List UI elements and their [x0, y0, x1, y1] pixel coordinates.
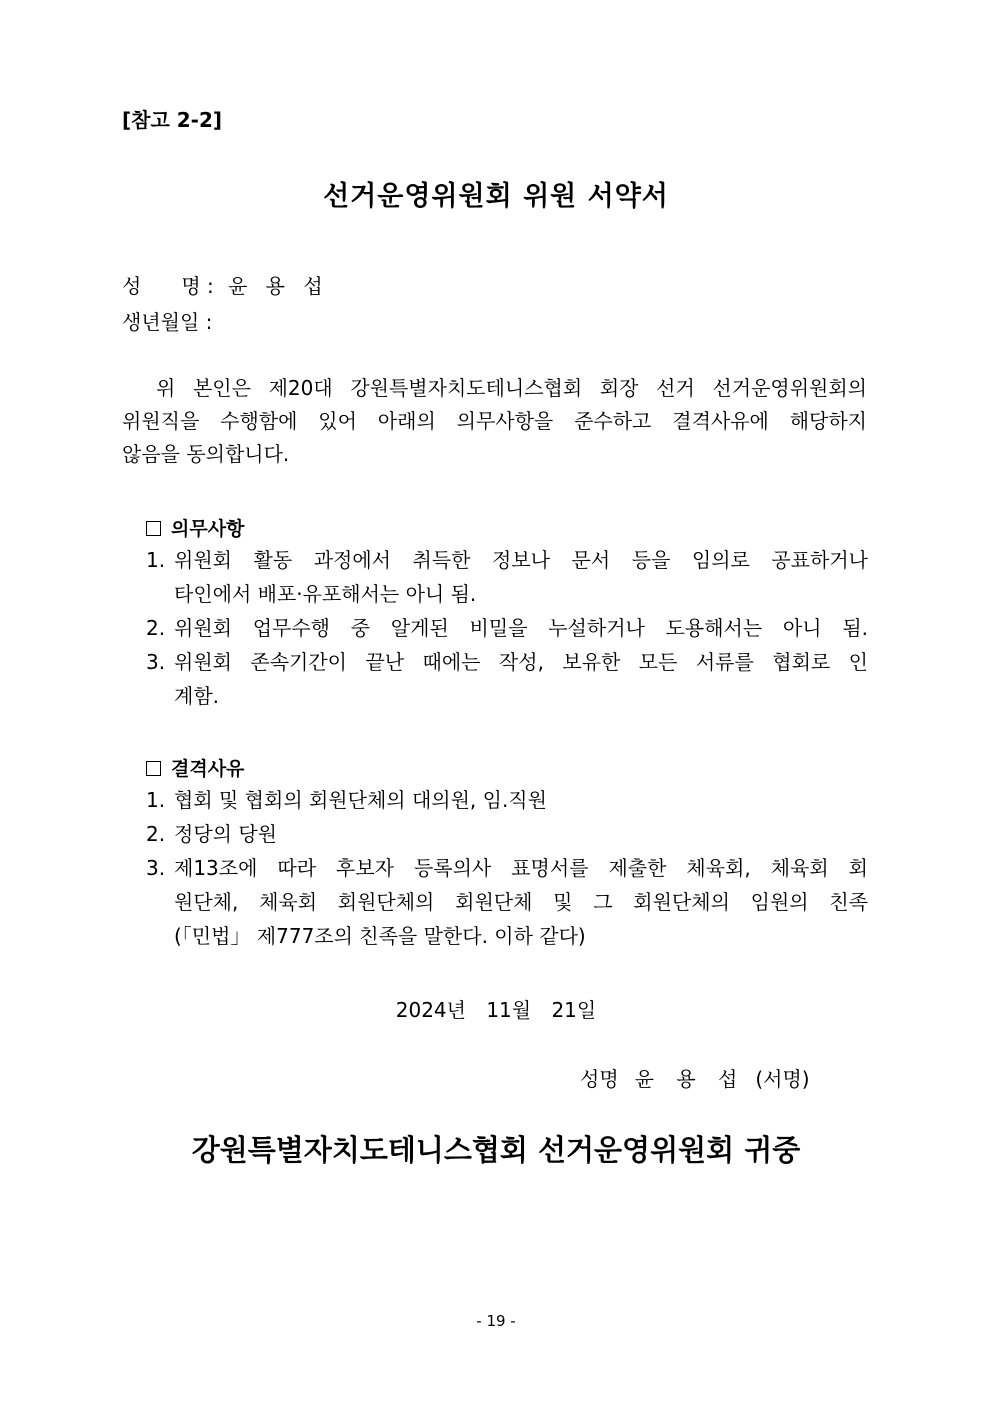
- list-item-line: [146, 817, 868, 851]
- checkbox-square-icon: [146, 521, 161, 536]
- intro-line: 위 본인은 제20대 강원특별자치도테니스협회 회장 선거 선거운영위원회의: [156, 376, 867, 400]
- list-item: [146, 817, 868, 851]
- list-item: [146, 543, 868, 611]
- disqualifications-heading-label: 결격사유: [171, 758, 245, 780]
- list-item-text: 협회 및 협회의 회원단체의 대의원, 임.직원: [174, 788, 547, 812]
- document-title: 선거운영위원회 위원 서약서: [323, 181, 669, 212]
- duties-heading: [146, 514, 244, 541]
- list-item-number: 3.: [146, 650, 166, 674]
- list-item-line: [146, 611, 868, 645]
- list-item-number: 3.: [146, 856, 166, 880]
- list-item: [146, 611, 868, 645]
- list-item: [146, 645, 868, 713]
- page-number: - 19 -: [476, 1312, 516, 1330]
- list-item-line: [146, 543, 868, 577]
- list-item-number: 1.: [146, 788, 166, 812]
- birthdate-label: 생년월일 :: [122, 310, 213, 334]
- signature-mark: (서명): [755, 1067, 810, 1091]
- list-item-continuation: (「민법」 제777조의 친족을 말한다. 이하 같다): [174, 924, 586, 948]
- duties-list: [146, 543, 868, 713]
- signature-label: 성명: [580, 1067, 619, 1091]
- list-item-continuation: 원단체, 체육회 회원단체의 회원단체 및 그 회원단체의 임원의 친족: [174, 890, 868, 914]
- list-item-continuation: 타인에서 배포·유포해서는 아니 됨.: [174, 582, 477, 606]
- list-item-text: 위원회 활동 과정에서 취득한 정보나 문서 등을 임의로 공표하거나: [174, 548, 868, 572]
- reference-tag: [참고 2-2]: [122, 108, 223, 132]
- list-item: [146, 783, 868, 817]
- list-item-line: [146, 783, 868, 817]
- disqualifications-heading: [146, 754, 244, 781]
- intro-paragraph: [122, 372, 867, 471]
- list-item-text: 정당의 당원: [174, 822, 277, 846]
- checkbox-square-icon: [146, 761, 161, 776]
- signing-date: 2024년 11월 21일: [395, 998, 597, 1022]
- intro-line: 위원직을 수행함에 있어 아래의 의무사항을 준수하고 결격사유에 해당하지: [122, 409, 867, 433]
- list-item-number: 2.: [146, 616, 166, 640]
- list-item-continuation: 계함.: [174, 684, 219, 708]
- name-label: 성 명 :: [122, 274, 214, 298]
- signature-name: 윤 용 섭: [634, 1067, 746, 1091]
- list-item-line: [146, 851, 868, 885]
- list-item: [146, 851, 868, 953]
- name-value: 윤 용 섭: [228, 274, 329, 298]
- signature-line: [580, 1063, 810, 1092]
- list-item-text: 위원회 존속기간이 끝난 때에는 작성, 보유한 모든 서류를 협회로 인: [174, 650, 868, 674]
- recipient: 강원특별자치도테니스협회 선거운영위원회 귀중: [191, 1133, 801, 1167]
- name-field: [122, 270, 329, 299]
- duties-heading-label: 의무사항: [171, 518, 245, 540]
- list-item-number: 2.: [146, 822, 166, 846]
- intro-line: 않음을 동의합니다.: [122, 442, 290, 466]
- list-item-line: [146, 645, 868, 679]
- list-item-number: 1.: [146, 548, 166, 572]
- birthdate-field: [122, 306, 228, 335]
- list-item-text: 제13조에 따라 후보자 등록의사 표명서를 제출한 체육회, 체육회 회: [174, 856, 868, 880]
- disqualifications-list: [146, 783, 868, 953]
- list-item-text: 위원회 업무수행 중 알게된 비밀을 누설하거나 도용해서는 아니 됨.: [174, 616, 868, 640]
